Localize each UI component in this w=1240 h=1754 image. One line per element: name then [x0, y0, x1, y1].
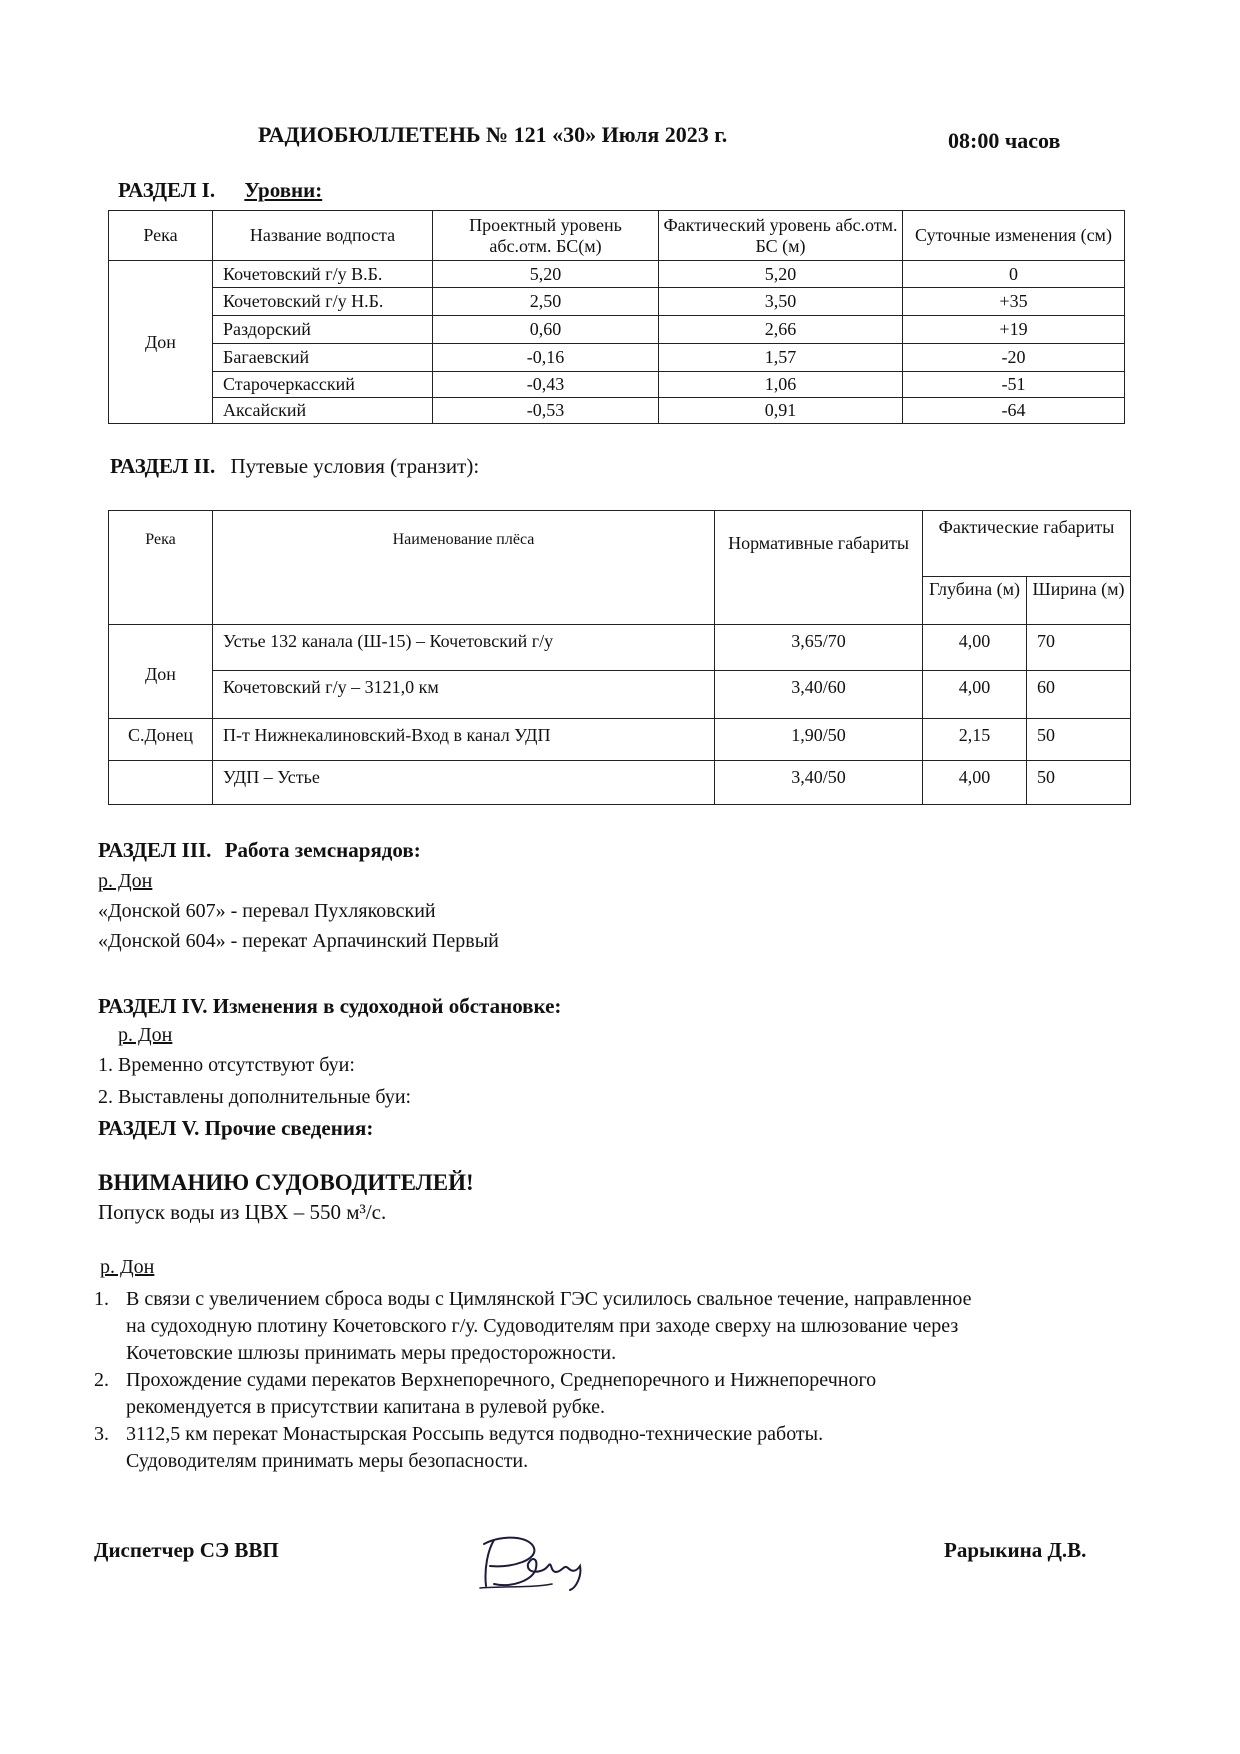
transit-col-depth: Глубина (м): [923, 577, 1027, 625]
section3-heading: [98, 838, 421, 863]
bulletin-title: РАДИОБЮЛЛЕТЕНЬ № 121 «30» Июля 2023 г.: [258, 122, 728, 147]
table-cell: Кочетовский г/у Н.Б.: [213, 288, 433, 316]
table-cell: 60: [1027, 671, 1131, 719]
notice-line: рекомендуется в присутствии капитана в рулевой рубке.: [126, 1396, 605, 1418]
notice-item-1: [94, 1286, 1214, 1367]
attention-title: ВНИМАНИЮ СУДОВОДИТЕЛЕЙ!: [98, 1170, 474, 1195]
table-cell: Аксайский: [213, 398, 433, 424]
section3-label: РАЗДЕЛ III.: [98, 838, 212, 862]
section4-heading: РАЗДЕЛ IV. Изменения в судоходной обстановке:: [98, 994, 562, 1018]
table-cell: 1,90/50: [715, 719, 923, 761]
table-cell: Старочеркасский: [213, 372, 433, 398]
notice-list: [94, 1286, 1214, 1475]
section3-title: Работа земснарядов:: [224, 838, 421, 862]
section3-river: р. Дон: [98, 870, 153, 892]
table-cell: -51: [903, 372, 1125, 398]
levels-col-fact: Фактический уровень абс.отм. БС (м): [659, 211, 903, 261]
table-cell: 0: [903, 261, 1125, 288]
table-cell: 2,66: [659, 316, 903, 344]
levels-col-post: Название водпоста: [213, 211, 433, 261]
table-cell: -20: [903, 344, 1125, 372]
notice-line: В связи с увеличением сброса воды с Цимлянской ГЭС усилилось свальное течение, направленное: [126, 1288, 972, 1310]
table-cell: 4,00: [923, 761, 1027, 805]
table-cell: 3,50: [659, 288, 903, 316]
notice-line: 3112,5 км перекат Монастырская Россыпь ведутся подводно-технические работы.: [126, 1423, 824, 1445]
notice-number: 2.: [94, 1369, 109, 1391]
transit-col-fact: Фактические габариты: [923, 511, 1131, 577]
table-cell: 70: [1027, 625, 1131, 671]
notice-number: 3.: [94, 1423, 109, 1445]
signature-image: [472, 1528, 632, 1598]
dispatcher-position: Диспетчер СЭ ВВП: [94, 1538, 279, 1562]
table-cell: Багаевский: [213, 344, 433, 372]
transit-col-norm: Нормативные габариты: [715, 511, 923, 625]
transit-table: [108, 510, 1131, 805]
levels-river: Дон: [109, 261, 213, 424]
levels-col-change: Суточные изменения (см): [903, 211, 1125, 261]
table-cell: 0,91: [659, 398, 903, 424]
section4-river: р. Дон: [118, 1024, 173, 1046]
table-cell: УДП – Устье: [213, 761, 715, 805]
section1-heading: [118, 178, 322, 203]
table-cell: -0,53: [433, 398, 659, 424]
table-cell: 3,65/70: [715, 625, 923, 671]
transit-river-don: Дон: [109, 625, 213, 719]
table-cell: Кочетовский г/у В.Б.: [213, 261, 433, 288]
table-cell: Раздорский: [213, 316, 433, 344]
table-cell: 50: [1027, 761, 1131, 805]
table-cell: 3,40/50: [715, 761, 923, 805]
section2-label: РАЗДЕЛ II.: [110, 454, 216, 478]
dispatcher-name: Рарыкина Д.В.: [944, 1538, 1087, 1562]
section1-title: Уровни:: [244, 178, 323, 202]
table-cell: -0,43: [433, 372, 659, 398]
table-cell: +19: [903, 316, 1125, 344]
table-cell: 5,20: [433, 261, 659, 288]
table-cell: 1,57: [659, 344, 903, 372]
section2-heading: [110, 454, 479, 479]
attention-river: р. Дон: [100, 1256, 155, 1278]
water-release: Попуск воды из ЦВХ – 550 м³/с.: [98, 1200, 387, 1224]
list-item: 1. Временно отсутствуют буи:: [98, 1054, 355, 1076]
levels-col-project: Проектный уровень абс.отм. БС(м): [433, 211, 659, 261]
table-cell: -64: [903, 398, 1125, 424]
table-cell: [109, 761, 213, 805]
notice-number: 1.: [94, 1288, 109, 1310]
bulletin-time: 08:00 часов: [948, 128, 1061, 153]
table-cell: 3,40/60: [715, 671, 923, 719]
list-item: 2. Выставлены дополнительные буи:: [98, 1086, 412, 1108]
notice-line: на судоходную плотину Кочетовского г/у. Судоводителям при заходе сверху на шлюзование через: [126, 1315, 959, 1337]
notice-item-2: [94, 1367, 1214, 1421]
levels-col-river: Река: [109, 211, 213, 261]
section2-title: Путевые условия (транзит):: [230, 454, 480, 478]
notice-line: Кочетовские шлюзы принимать меры предосторожности.: [126, 1342, 617, 1364]
notice-line: Прохождение судами перекатов Верхнепоречного, Среднепоречного и Нижнепоречного: [126, 1369, 877, 1391]
table-cell: +35: [903, 288, 1125, 316]
transit-river-sdonets: С.Донец: [109, 719, 213, 761]
notice-line: Судоводителям принимать меры безопасности.: [126, 1450, 529, 1472]
table-cell: 50: [1027, 719, 1131, 761]
table-cell: 5,20: [659, 261, 903, 288]
table-cell: 2,15: [923, 719, 1027, 761]
table-cell: 1,06: [659, 372, 903, 398]
levels-table: [108, 210, 1125, 424]
section1-label: РАЗДЕЛ I.: [118, 178, 216, 202]
table-cell: 4,00: [923, 671, 1027, 719]
table-cell: 4,00: [923, 625, 1027, 671]
section5-heading: РАЗДЕЛ V. Прочие сведения:: [98, 1116, 374, 1140]
table-cell: Устье 132 канала (Ш-15) – Кочетовский г/у: [213, 625, 715, 671]
list-item: «Донской 607» - перевал Пухляковский: [98, 900, 436, 922]
notice-item-3: [94, 1421, 1214, 1475]
table-cell: 2,50: [433, 288, 659, 316]
table-cell: П-т Нижнекалиновский-Вход в канал УДП: [213, 719, 715, 761]
table-cell: 0,60: [433, 316, 659, 344]
table-cell: -0,16: [433, 344, 659, 372]
transit-col-width: Ширина (м): [1027, 577, 1131, 625]
transit-col-reach: Наименование плёса: [213, 511, 715, 625]
transit-col-river: Река: [109, 511, 213, 625]
list-item: «Донской 604» - перекат Арпачинский Первый: [98, 930, 499, 952]
table-cell: Кочетовский г/у – 3121,0 км: [213, 671, 715, 719]
